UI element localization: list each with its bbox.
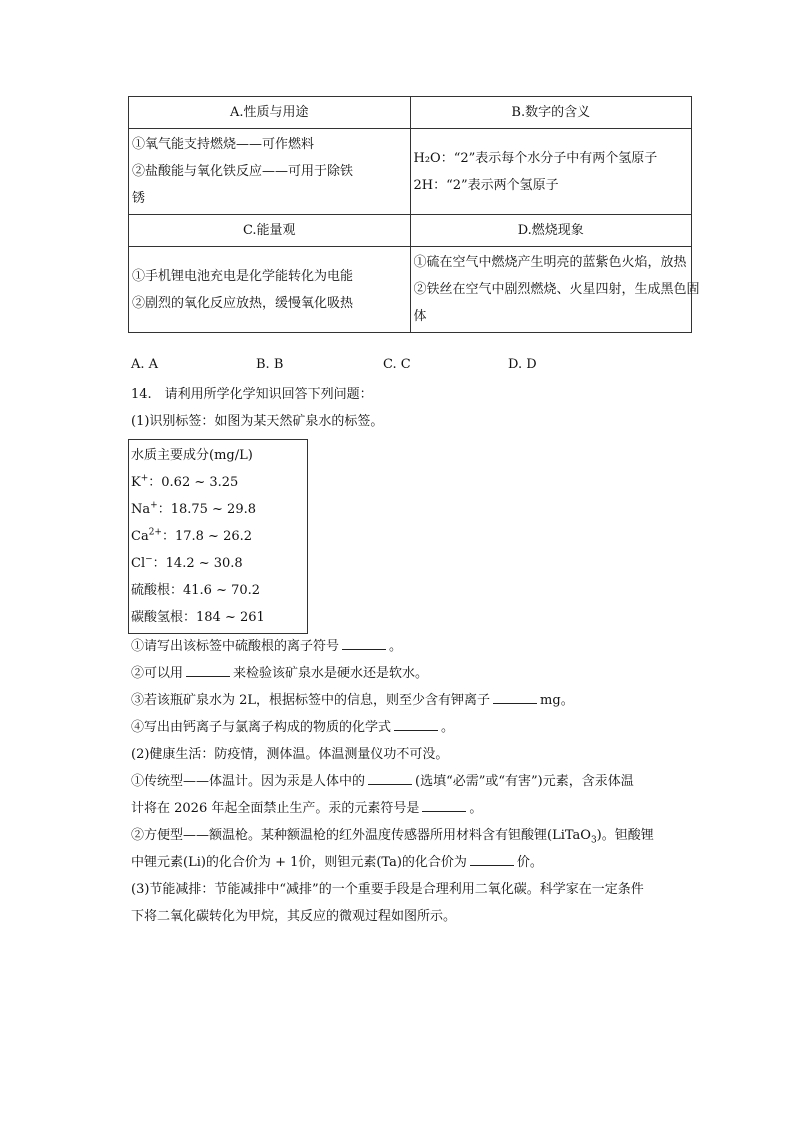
cell-b-line [414,172,689,199]
subquestion-2b-line2 [131,849,696,876]
subquestion-1b [131,660,696,687]
cell-c-line: ①手机锂电池充电是化学能转化为电能 [132,268,354,284]
option-c[interactable]: C. C [383,357,411,372]
subquestion-1c-end: mg。 [540,693,574,708]
answer-blank[interactable] [422,799,466,812]
charge-cl: − [145,554,153,565]
subquestion-2a-line2-end: 。 [469,801,483,816]
label-row-cl [131,552,243,571]
value-ca: ：17.8 ~ 26.2 [161,529,253,544]
label-row-ca [131,525,252,544]
charge-k: + [140,473,149,484]
value-cl: ：14.2 ~ 30.8 [152,556,243,571]
formula-h2o: H₂O [413,150,441,166]
cell-a-line: ②盐酸能与氧化铁反应——可用于除铁 [132,164,354,179]
cell-d-body [410,247,700,333]
subquestion-1d-end: 。 [441,720,455,735]
cell-a-body [129,129,411,215]
subquestion-2a-line2 [131,795,696,822]
subscript-3: 3 [590,835,597,846]
ion-cl: Cl [131,556,146,571]
subquestion-2b-text: ②方便型——额温枪。某种额温枪的红外温度传感器所用材料含有钽酸锂(LiTaO [131,828,591,843]
subquestion-2b-end: )。钽酸锂 [596,828,654,843]
cell-d-line: 体 [413,309,427,324]
part-2-intro: (2)健康生活：防疫情，测体温。体温测量仪功不可没。 [131,747,449,762]
charge-ca: 2+ [148,527,162,538]
subquestion-2a-line2-text: 计将在 2026 年起全面禁止生产。汞的元素符号是 [131,801,420,816]
subquestion-1a-end: 。 [389,639,403,654]
answer-blank[interactable] [342,637,386,650]
cell-d-line: ②铁丝在空气中剧烈燃烧、火星四射，生成黑色固 [413,282,700,297]
subquestion-2a-text: ①传统型——体温计。因为汞是人体中的 [131,774,366,789]
answer-blank[interactable] [493,691,537,704]
label-row-bicarbonate: 碳酸氢根：184 ~ 261 [131,610,265,625]
formula-2h: 2H [413,177,434,193]
part-3-line1: (3)节能减排：节能减排中“减排”的一个重要手段是合理利用二氧化碳。科学家在一定条件 [131,882,644,897]
ion-ca: Ca [131,529,149,544]
subquestion-2a-line1 [131,768,696,795]
subquestion-1d-text: ④写出由钙离子与氯离子构成的物质的化学式 [131,720,392,735]
part-3-line2: 下将二氧化碳转化为甲烷，其反应的微观过程如图所示。 [131,909,457,924]
cell-c-line: ②剧烈的氧化反应放热，缓慢氧化吸热 [132,295,354,311]
value-na: ：18.75 ~ 29.8 [157,502,257,517]
value-k: ：0.62 ~ 3.25 [148,475,239,490]
label-row-na [131,498,256,517]
cell-c-title: C.能量观 [129,215,411,247]
part-1-intro: (1)识别标签：如图为某天然矿泉水的标签。 [131,414,384,429]
choice-table [128,96,700,333]
cell-b-body [410,129,692,215]
charge-na: + [150,500,158,511]
cell-b-line [414,145,689,172]
cell-b-text: ：“2”表示两个氢原子 [433,177,559,193]
mineral-water-label [128,439,308,634]
cell-d-line: ①硫在空气中燃烧产生明亮的蓝紫色火焰，放热 [413,255,687,270]
answer-blank[interactable] [394,718,438,731]
subquestion-1b-end: 来检验该矿泉水是硬水还是软水。 [233,666,429,681]
cell-a-title: A.性质与用途 [129,97,411,129]
answer-blank[interactable] [470,853,514,866]
subquestion-2b-line2-end: 价。 [516,855,543,870]
option-d[interactable]: D. D [508,357,537,372]
subquestion-1a [131,633,696,660]
label-header: 水质主要成分(mg/L) [131,448,253,463]
label-row-sulfate: 硫酸根：41.6 ~ 70.2 [131,583,261,598]
cell-a-line: ①氧气能支持燃烧——可作燃料 [132,137,315,152]
cell-a-line: 锈 [132,191,146,206]
cell-b-text: ：“2”表示每个水分子中有两个氢原子 [440,150,658,166]
answer-blank[interactable] [186,664,230,677]
subquestion-1c [131,687,696,714]
option-a[interactable]: A. A [131,357,159,372]
ion-k: K [131,475,141,490]
subquestion-1b-text: ②可以用 [131,666,184,681]
answer-blank[interactable] [368,772,412,785]
cell-b-title: B.数字的含义 [410,97,692,129]
cell-c-body [129,247,411,333]
option-b[interactable]: B. B [256,357,284,372]
label-row-k [131,471,238,490]
subquestion-1d [131,714,696,741]
subquestion-2b-line2-text: 中锂元素(Li)的化合价为 + 1价，则钽元素(Ta)的化合价为 [131,855,467,870]
subquestion-1a-text: ①请写出该标签中硫酸根的离子符号 [131,639,340,654]
ion-na: Na [131,502,151,517]
cell-d-title: D.燃烧现象 [410,215,692,247]
subquestion-2a-mid: (选填“必需”或“有害”)元素，含汞体温 [415,774,634,789]
subquestion-1c-text: ③若该瓶矿泉水为 2L，根据标签中的信息，则至少含有钾离子 [131,693,491,708]
question-14-title: 14. 请利用所学化学知识回答下列问题： [131,387,373,402]
